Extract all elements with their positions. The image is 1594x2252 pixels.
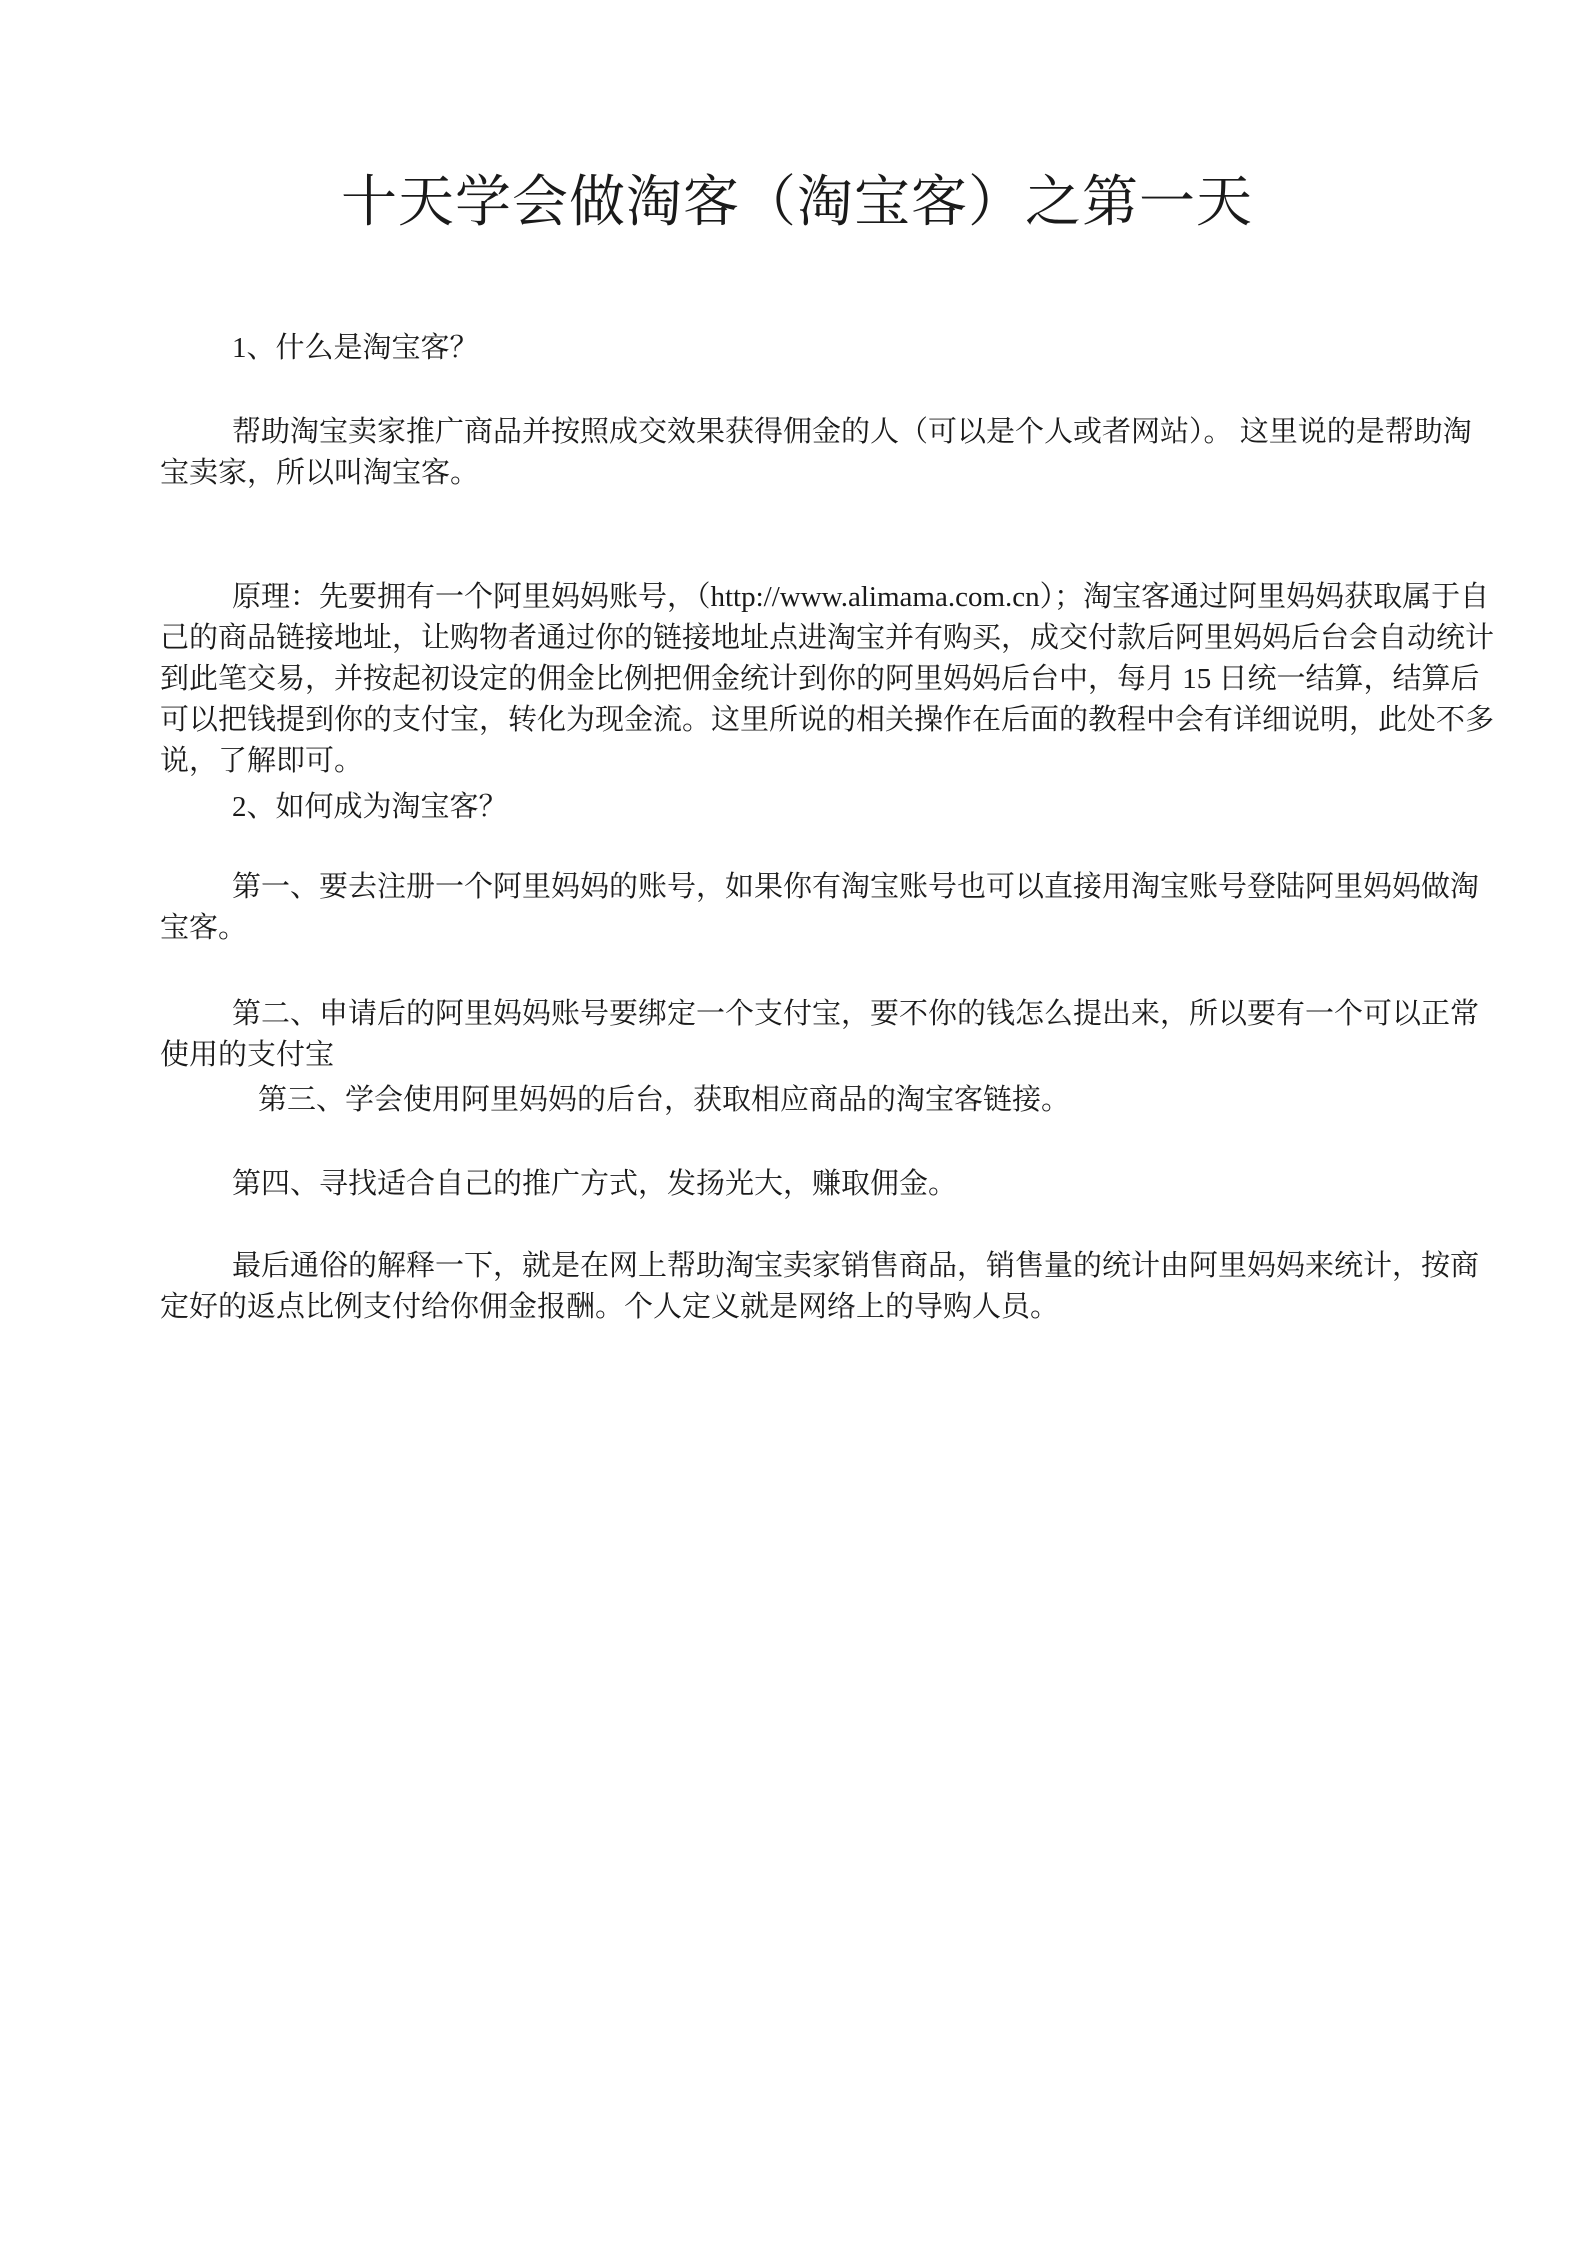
paragraph-line: 原理：先要拥有一个阿里妈妈账号，（http://www.alimama.com.cn）；淘宝客通过阿里妈妈获取属于自 xyxy=(232,581,1490,613)
paragraph-line: 帮助淘宝卖家推广商品并按照成交效果获得佣金的人（可以是个人或者网站）。 这里说的是帮助淘 xyxy=(232,416,1472,448)
heading-text: 2、如何成为淘宝客？ xyxy=(232,791,508,823)
paragraph-line: 第一、要去注册一个阿里妈妈的账号，如果你有淘宝账号也可以直接用淘宝账号登陆阿里妈妈做淘 xyxy=(232,871,1480,903)
document-title: 十天学会做淘客（淘宝客）之第一天 xyxy=(341,172,1253,234)
step4-paragraph xyxy=(160,1164,1450,1205)
paragraph-line: 可以把钱提到你的支付宝，转化为现金流。这里所说的相关操作在后面的教程中会有详细说明，此处不多 xyxy=(160,704,1495,736)
step3-paragraph xyxy=(160,1080,1450,1121)
paragraph-line: 说，了解即可。 xyxy=(160,745,364,777)
heading-text: 1、什么是淘宝客？ xyxy=(232,332,479,364)
paragraph-line: 宝卖家，所以叫淘宝客。 xyxy=(160,457,480,489)
summary-paragraph xyxy=(160,1246,1480,1328)
step1-paragraph xyxy=(160,867,1480,949)
principle-paragraph xyxy=(160,577,1495,782)
paragraph-line: 宝客。 xyxy=(160,912,248,944)
paragraph-line: 第四、寻找适合自己的推广方式，发扬光大，赚取佣金。 xyxy=(232,1168,958,1200)
paragraph-line: 己的商品链接地址，让购物者通过你的链接地址点进淘宝并有购买，成交付款后阿里妈妈后台会自动统计 xyxy=(160,622,1495,654)
paragraph-line: 第二、申请后的阿里妈妈账号要绑定一个支付宝，要不你的钱怎么提出来，所以要有一个可以正常 xyxy=(232,998,1480,1030)
paragraph-line: 定好的返点比例支付给你佣金报酬。个人定义就是网络上的导购人员。 xyxy=(160,1291,1060,1323)
paragraph-line: 使用的支付宝 xyxy=(160,1039,335,1071)
section2-heading xyxy=(160,787,1450,828)
step2-paragraph xyxy=(160,994,1480,1076)
definition-paragraph xyxy=(160,412,1472,494)
section1-heading xyxy=(160,328,1450,369)
paragraph-line: 第三、学会使用阿里妈妈的后台，获取相应商品的淘宝客链接。 xyxy=(258,1084,1071,1116)
paragraph-line: 到此笔交易，并按起初设定的佣金比例把佣金统计到你的阿里妈妈后台中，每月 15 日统一结算，结算后 xyxy=(160,663,1480,695)
paragraph-line: 最后通俗的解释一下，就是在网上帮助淘宝卖家销售商品，销售量的统计由阿里妈妈来统计，按商 xyxy=(232,1250,1480,1282)
